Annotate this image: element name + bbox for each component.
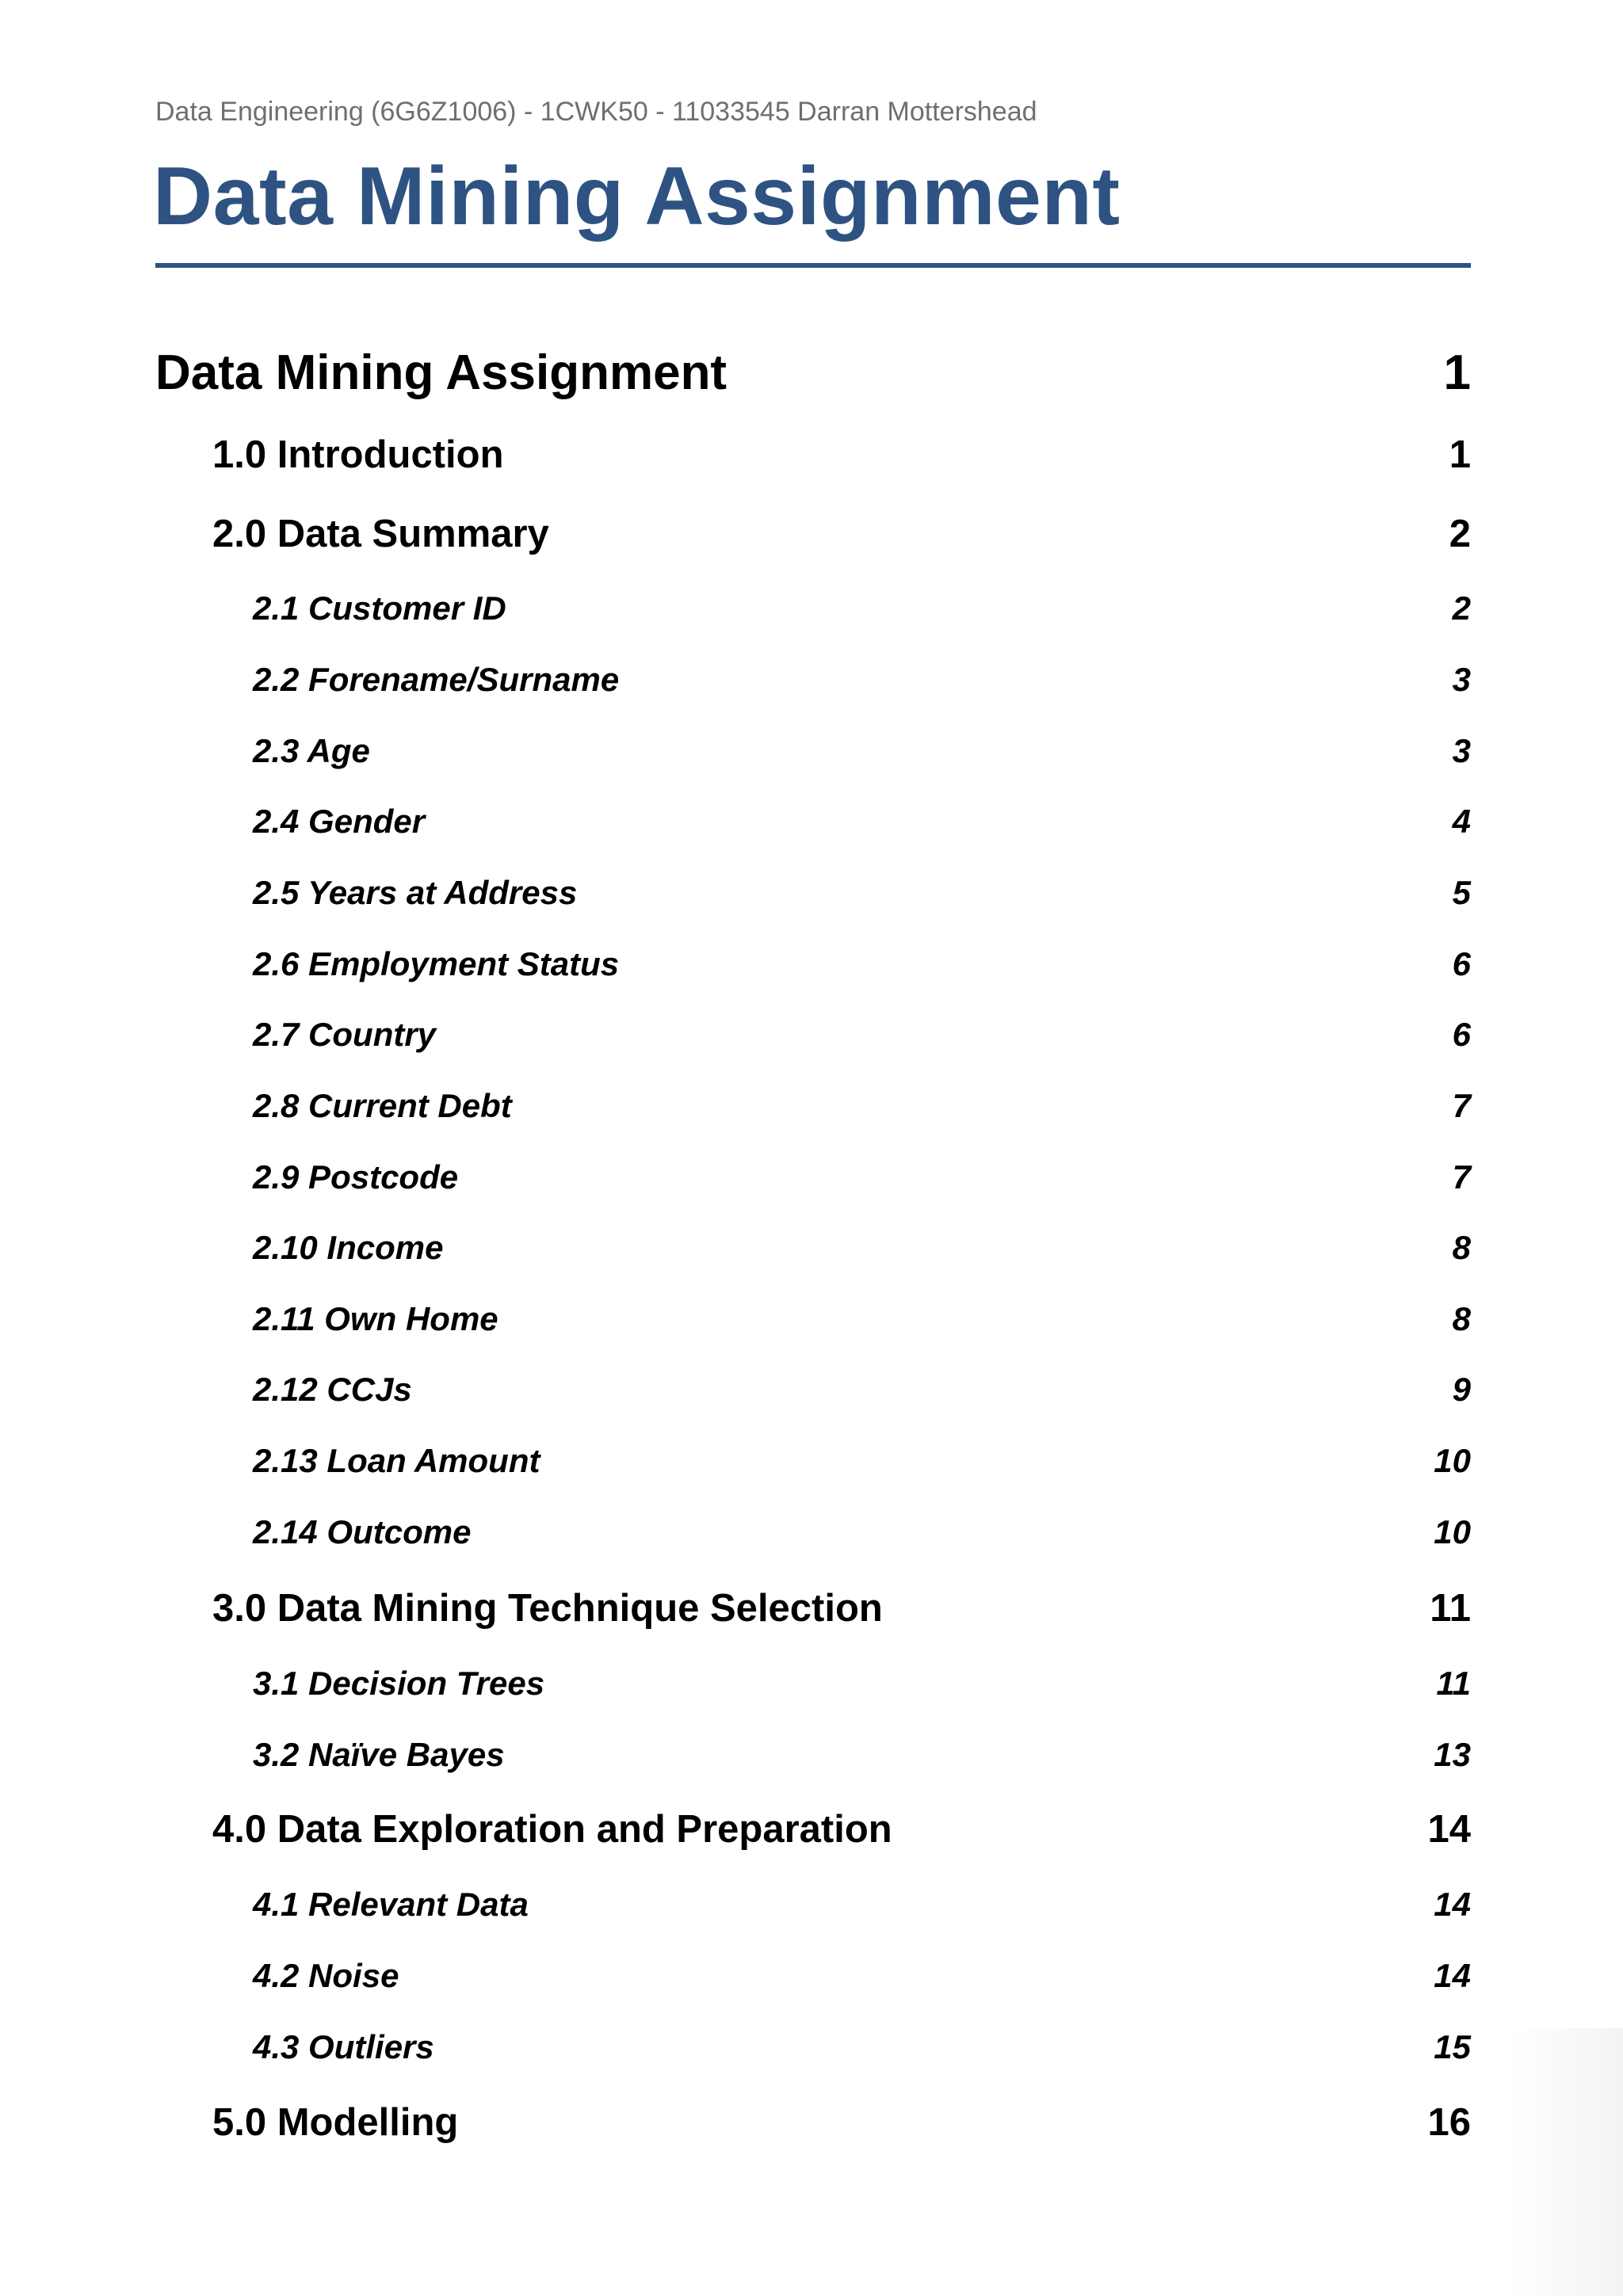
toc-entry-page-number: 11: [1436, 1665, 1471, 1702]
toc-entry-label: 2.13 Loan Amount: [253, 1442, 540, 1479]
toc-entry-page-number: 13: [1434, 1736, 1471, 1773]
toc-entry[interactable]: [253, 1442, 1471, 1480]
toc-entry-page-number: 4: [1452, 803, 1471, 840]
toc-entry-page-number: 3: [1452, 661, 1471, 698]
toc-entry-label: 2.11 Own Home: [253, 1300, 498, 1337]
toc-entry[interactable]: [253, 1886, 1471, 1924]
toc-entry[interactable]: [253, 1736, 1471, 1774]
toc-entry-label: 2.9 Postcode: [253, 1158, 459, 1196]
document-title: Data Mining Assignment: [153, 151, 1121, 242]
toc-entry[interactable]: [253, 874, 1471, 912]
toc-entry-page-number: 8: [1452, 1300, 1471, 1337]
toc-entry-label: 2.7 Country: [253, 1016, 437, 1053]
toc-entry[interactable]: [253, 589, 1471, 627]
toc-entry[interactable]: [253, 1229, 1471, 1267]
toc-entry[interactable]: [155, 345, 1471, 401]
toc-entry-label: 2.1 Customer ID: [253, 589, 506, 627]
toc-entry-label: 2.3 Age: [253, 732, 370, 769]
toc-entry-label: 2.4 Gender: [253, 803, 426, 840]
toc-entry-page-number: 15: [1434, 2028, 1471, 2065]
toc-entry-label: 2.5 Years at Address: [253, 874, 578, 911]
toc-entry[interactable]: [212, 1586, 1471, 1630]
toc-entry-page-number: 5: [1452, 874, 1471, 911]
toc-entry-label: 2.10 Income: [253, 1229, 444, 1266]
page-edge-shadow: [1512, 2028, 1623, 2296]
toc-entry-label: 2.0 Data Summary: [212, 513, 549, 555]
toc-entry[interactable]: [212, 433, 1471, 477]
toc-entry[interactable]: [253, 1957, 1471, 1995]
toc-entry[interactable]: [212, 1807, 1471, 1852]
toc-entry[interactable]: [253, 1665, 1471, 1703]
toc-entry-label: 3.0 Data Mining Technique Selection: [212, 1587, 883, 1630]
toc-entry-label: 3.1 Decision Trees: [253, 1665, 545, 1702]
toc-entry-page-number: 2: [1452, 589, 1471, 627]
toc-entry[interactable]: [253, 1300, 1471, 1338]
toc-entry[interactable]: [253, 2028, 1471, 2066]
toc-entry-label: 1.0 Introduction: [212, 433, 504, 476]
toc-entry-page-number: 6: [1452, 945, 1471, 982]
title-underline: [155, 263, 1471, 268]
toc-entry[interactable]: [253, 661, 1471, 699]
toc-entry[interactable]: [212, 512, 1471, 556]
toc-entry-label: Data Mining Assignment: [155, 345, 727, 400]
toc-entry-page-number: 2: [1449, 513, 1471, 555]
toc-entry-label: 4.0 Data Exploration and Preparation: [212, 1808, 892, 1851]
toc-entry-label: 4.3 Outliers: [253, 2028, 434, 2065]
toc-entry-label: 4.1 Relevant Data: [253, 1886, 529, 1923]
toc-entry[interactable]: [253, 1371, 1471, 1409]
toc-entry[interactable]: [253, 803, 1471, 841]
toc-entry-page-number: 6: [1452, 1016, 1471, 1053]
toc-entry-page-number: 7: [1452, 1158, 1471, 1196]
toc-entry-page-number: 10: [1434, 1513, 1471, 1550]
toc-entry[interactable]: [212, 2100, 1471, 2145]
toc-entry-page-number: 14: [1427, 1808, 1471, 1851]
toc-entry-label: 2.6 Employment Status: [253, 945, 620, 982]
toc-entry[interactable]: [253, 1016, 1471, 1054]
toc-entry-page-number: 8: [1452, 1229, 1471, 1266]
toc-entry-label: 5.0 Modelling: [212, 2101, 459, 2144]
toc-entry-label: 2.12 CCJs: [253, 1371, 412, 1408]
toc-entry-page-number: 10: [1434, 1442, 1471, 1479]
toc-entry-page-number: 16: [1427, 2101, 1471, 2144]
toc-entry-page-number: 14: [1434, 1886, 1471, 1923]
toc-entry-page-number: 11: [1430, 1587, 1471, 1630]
toc-entry-label: 2.14 Outcome: [253, 1513, 472, 1550]
toc-entry-page-number: 3: [1452, 732, 1471, 769]
toc-entry[interactable]: [253, 1158, 1471, 1196]
toc-entry-page-number: 1: [1449, 433, 1471, 476]
toc-entry-label: 2.2 Forename/Surname: [253, 661, 620, 698]
toc-entry[interactable]: [253, 1513, 1471, 1551]
toc-entry-label: 4.2 Noise: [253, 1957, 399, 1994]
toc-entry-page-number: 9: [1452, 1371, 1471, 1408]
running-header: Data Engineering (6G6Z1006) - 1CWK50 - 11033545 Darran Mottershead: [155, 97, 1037, 127]
toc-entry[interactable]: [253, 1087, 1471, 1125]
toc-entry[interactable]: [253, 945, 1471, 983]
toc-entry-label: 3.2 Naïve Bayes: [253, 1736, 505, 1773]
toc-entry-page-number: 14: [1434, 1957, 1471, 1994]
toc-entry-page-number: 1: [1443, 345, 1471, 400]
toc-entry-label: 2.8 Current Debt: [253, 1087, 512, 1124]
toc-entry[interactable]: [253, 732, 1471, 770]
toc-entry-page-number: 7: [1452, 1087, 1471, 1124]
